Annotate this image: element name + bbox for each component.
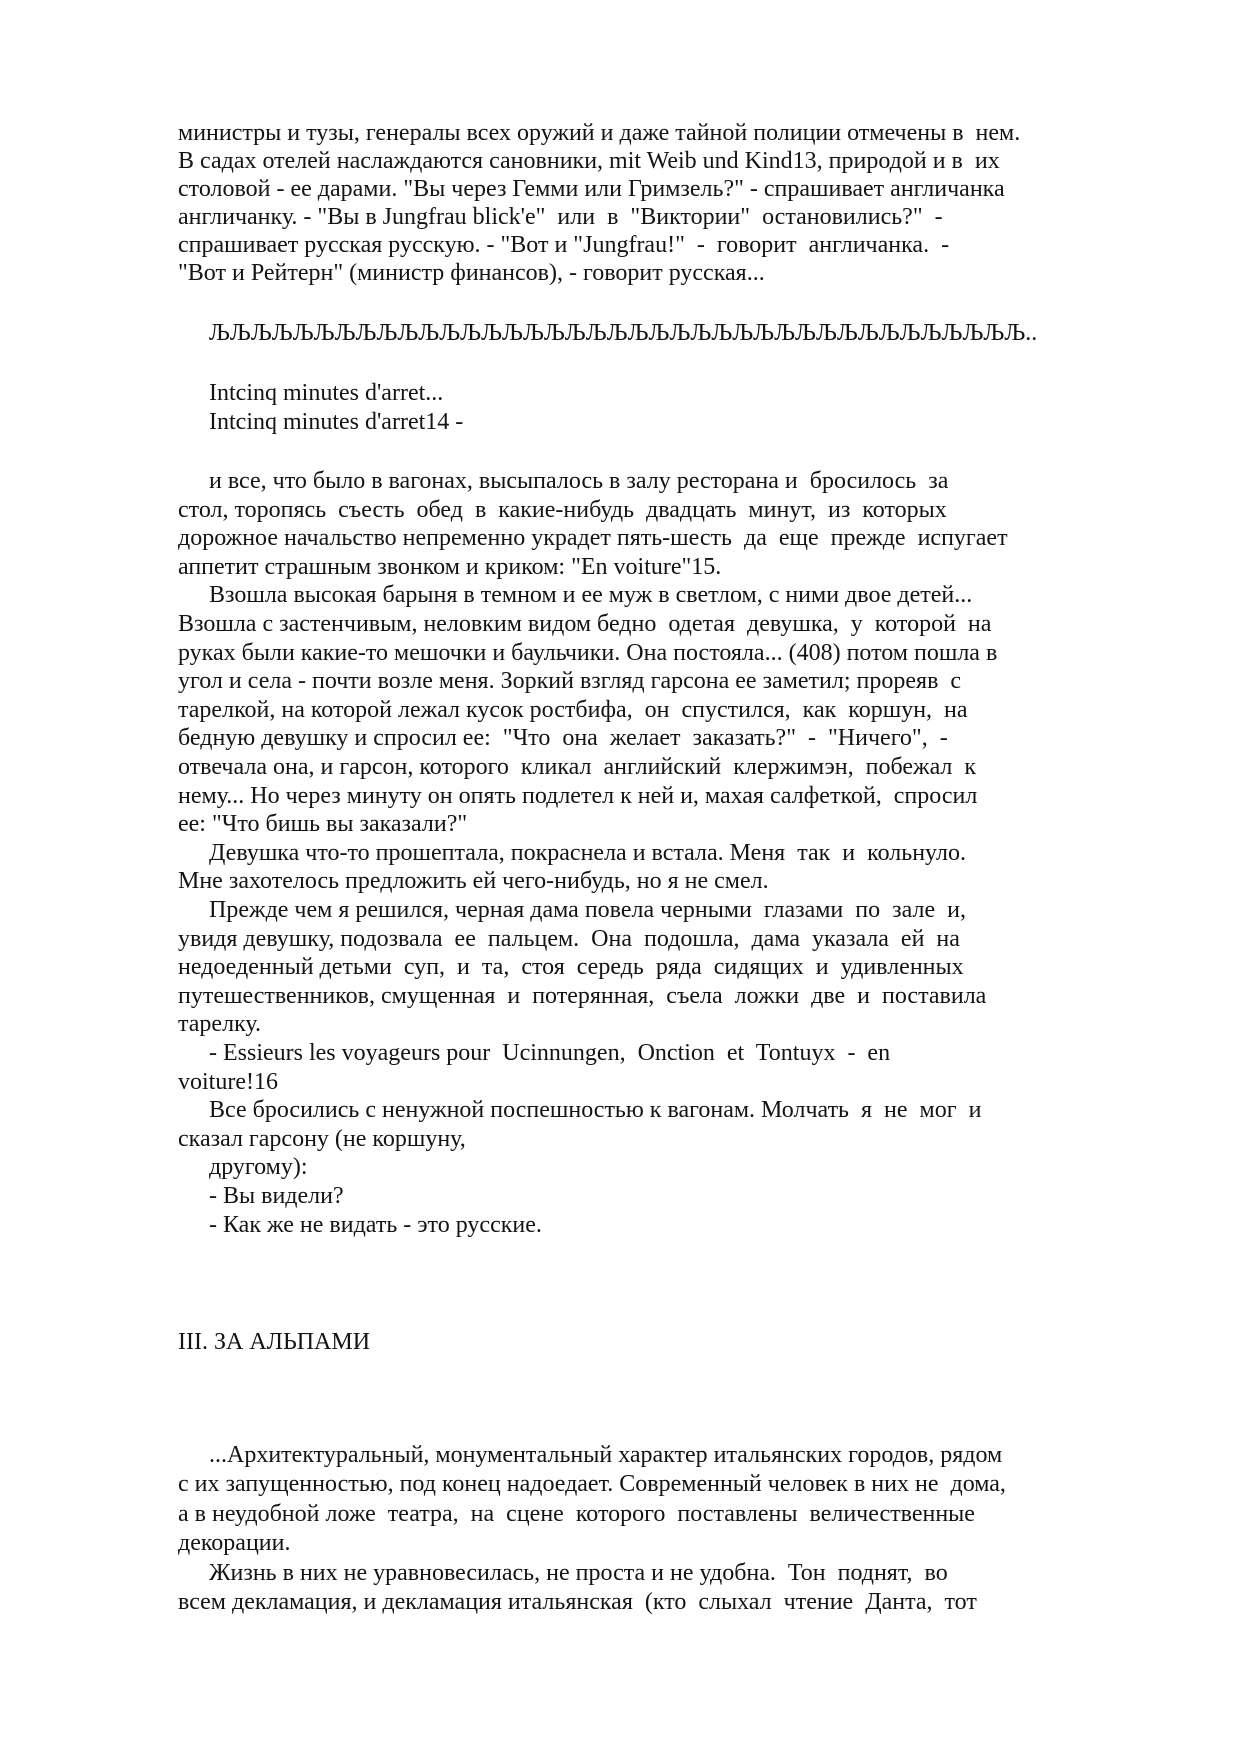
text-line: - Essieurs les voyageurs pour Ucinnungen, Onction et Tontuyx - en [209,1040,891,1066]
text-line: В садах отелей наслаждаются сановники, mit Weib und Kind13, природой и в их [178,148,1000,174]
text-line: бедную девушку и спросил ее: "Что она желает заказать?" - "Ничего", - [178,725,948,752]
chapter-heading: III. ЗА АЛЬПАМИ [178,1329,371,1355]
text-line: Жизнь в них не уравновесилась, не проста и не удобна. Тон поднят, во [209,1559,948,1586]
text-line: тарелкой, на которой лежал кусок ростбифа, он спустился, как коршун, на [178,696,968,723]
text-line: министры и тузы, генералы всех оружий и даже тайной полиции отмечены в нем. [178,120,1021,146]
text-line: Взошла высокая барыня в темном и ее муж в светлом, с ними двое детей... [209,582,973,609]
text-line: аппетит страшным звонком и криком: "En voiture"15. [178,553,722,580]
text-line: с их запущенностью, под конец надоедает. Современный человек в них не дома, [178,1471,1006,1498]
text-line: всем декламация, и декламация итальянская (кто слыхал чтение Данта, тот [178,1589,977,1615]
text-line: дорожное начальство непременно украдет пять-шесть да еще прежде испугает [178,525,1008,552]
text-line: ее: "Что бишь вы заказали?" [178,811,468,838]
text-line: увидя девушку, подозвала ее пальцем. Она подошла, дама указала ей на [178,925,960,952]
text-line: путешественников, смущенная и потерянная, съела ложки две и поставила [178,982,987,1009]
text-line: сказал гарсону (не коршуну, [178,1125,466,1152]
text-line: "Вот и Рейтерн" (министр финансов), - говорит русская... [178,260,765,286]
text-line: а в неудобной ложе театра, на сцене которого поставлены величественные [178,1500,975,1527]
announcement-line: Intcinq minutes d'arret... [209,380,444,406]
text-line: другому): [209,1154,308,1181]
text-line: отвечала она, и гарсон, которого кликал английский клержимэн, побежал к [178,754,977,780]
text-line: руках были какие-то мешочки и баульчики. Она постояла... (408) потом пошла в [178,639,998,666]
text-line: нему... Но через минуту он опять подлетел к ней и, махая салфеткой, спросил [178,782,978,809]
text-line: недоеденный детьми суп, и та, стоя середь ряда сидящих и удивленных [178,954,964,981]
text-line: столовой - ее дарами. "Вы через Гемми или Гримзель?" - спрашивает англичанка [178,176,1005,202]
text-line: тарелку. [178,1011,261,1038]
text-line: Взошла с застенчивым, неловким видом бедно одетая девушка, у которой на [178,611,992,637]
text-line: ...Архитектуральный, монументальный характер итальянских городов, рядом [209,1442,1003,1468]
text-line: Все бросились с ненужной поспешностью к вагонам. Молчать я не мог и [209,1097,982,1124]
text-line: Прежде чем я решился, черная дама повела черными глазами по зале и, [209,897,966,923]
text-line: стол, торопясь съесть обед в какие-нибудь двадцать минут, из которых [178,496,947,523]
separator-line: ЉЉЉЉЉЉЉЉЉЉЉЉЉЉЉЉЉЉЉЉЉЉЉЉЉЉЉЉЉЉЉЉЉЉЉЉЉЉЉ.. [209,320,1038,346]
text-line: voiture!16 [178,1068,278,1095]
text-line: Девушка что-то прошептала, покраснела и встала. Меня так и кольнуло. [209,839,966,866]
text-line: Мне захотелось предложить ей чего-нибудь, но я не смел. [178,868,769,895]
text-line: декорации. [178,1530,291,1557]
text-line: - Как же не видать - это русские. [209,1211,542,1238]
text-line: - Вы видели? [209,1183,344,1209]
text-line: спрашивает русская русскую. - "Вот и "Jungfrau!" - говорит англичанка. - [178,232,950,258]
text-line: угол и села - почти возле меня. Зоркий взгляд гарсона ее заметил; прореяв с [178,668,962,695]
text-line: и все, что было в вагонах, высыпалось в залу ресторана и бросилось за [209,468,949,494]
text-line: англичанку. - "Вы в Jungfrau blick'e" или в "Виктории" остановились?" - [178,204,943,230]
announcement-line: Intcinq minutes d'arret14 - [209,408,464,435]
